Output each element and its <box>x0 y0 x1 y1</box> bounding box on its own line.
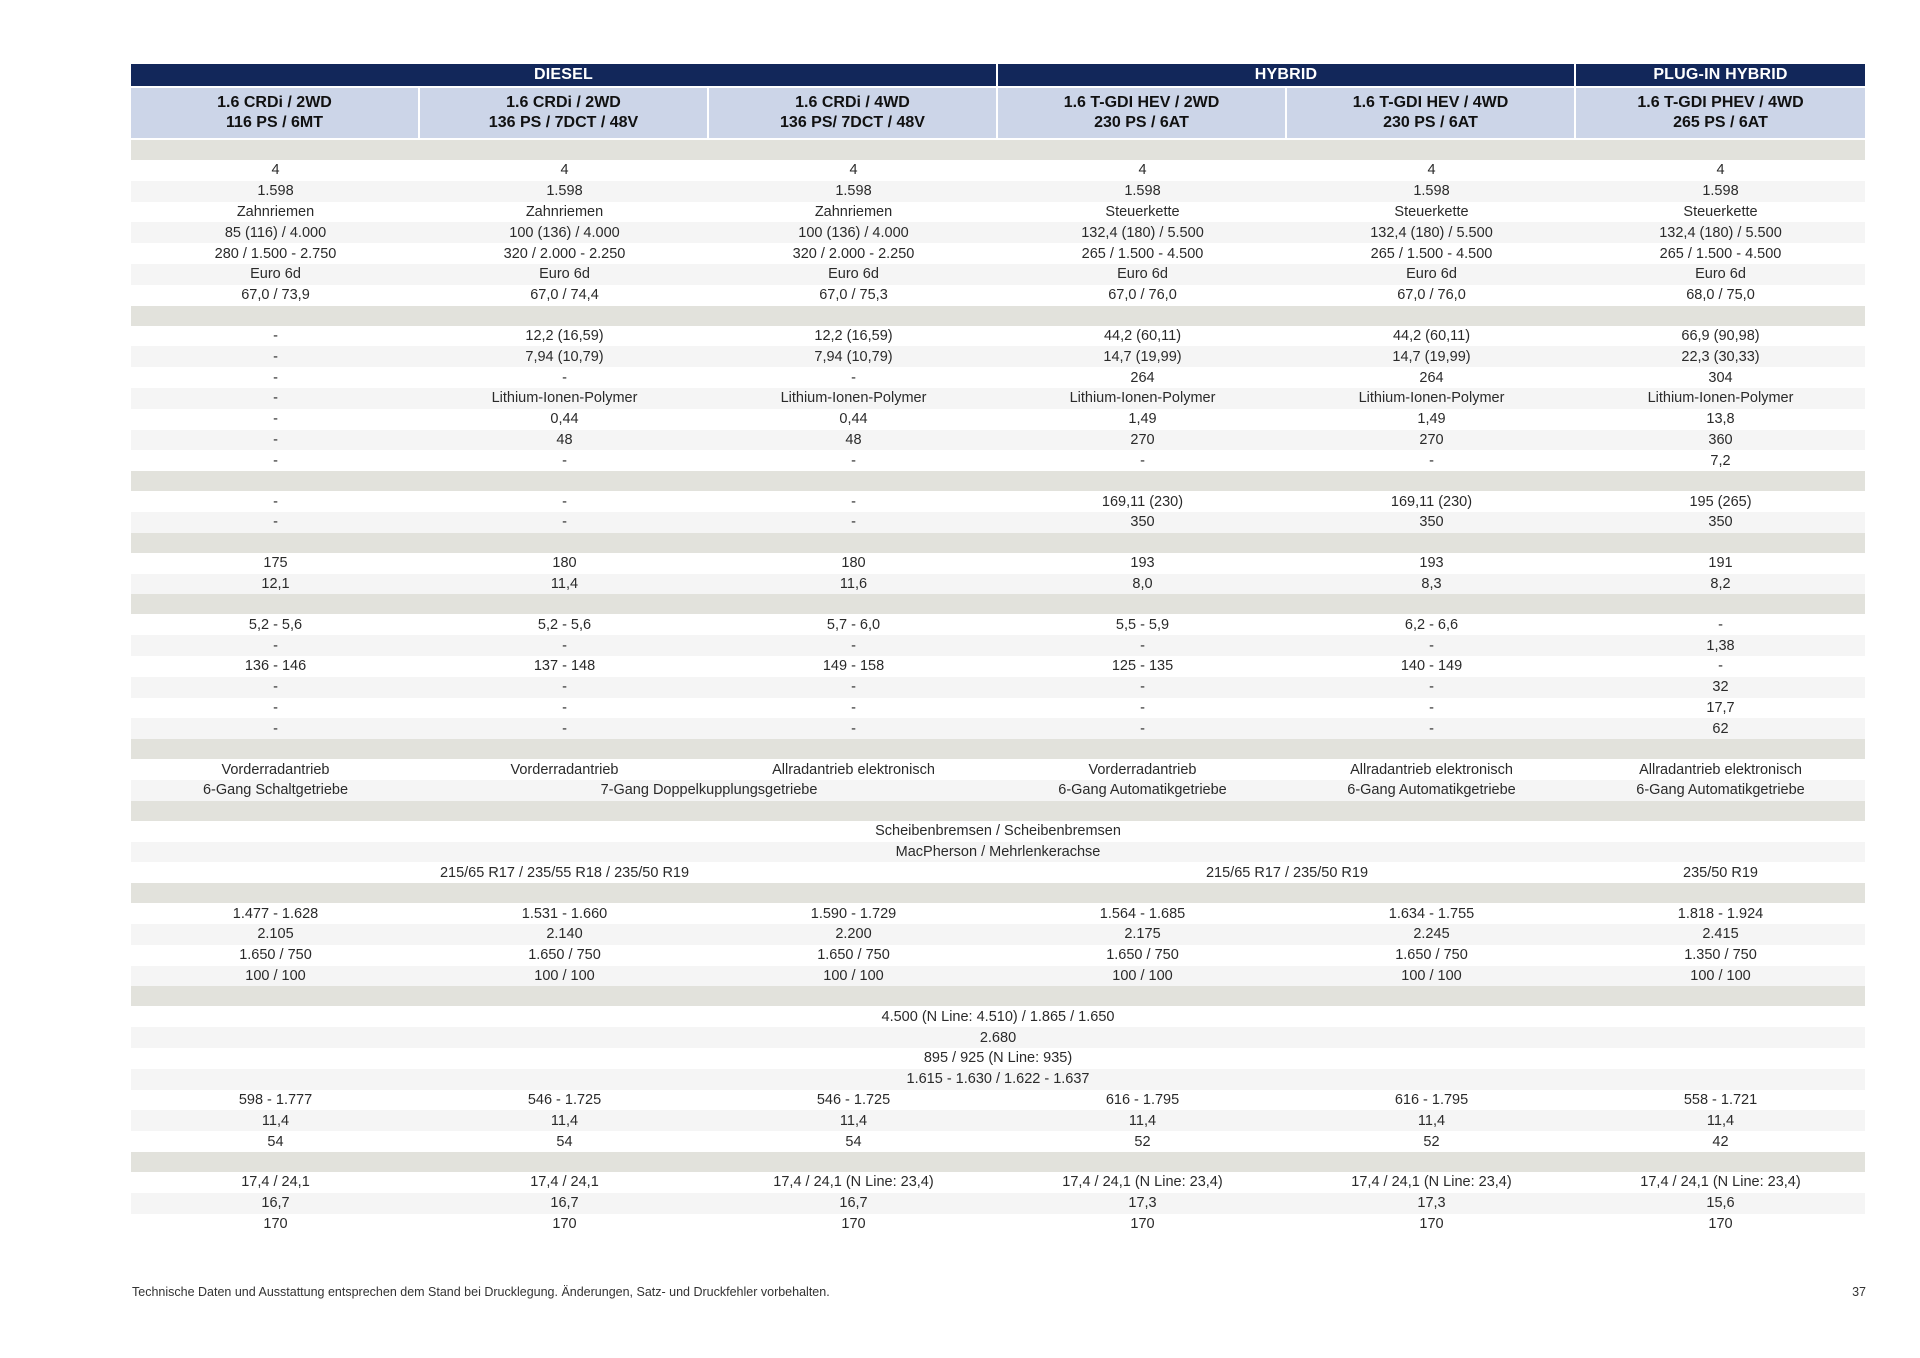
table-cell: Allradantrieb elektronisch <box>1350 761 1513 778</box>
table-cell: 14,7 (19,99) <box>1103 348 1182 365</box>
model-header <box>1576 88 1865 138</box>
category-header: PLUG-IN HYBRID <box>1576 64 1865 86</box>
table-cell: - <box>273 369 278 386</box>
table-cell: 48 <box>845 431 862 448</box>
table-cell: - <box>851 514 856 531</box>
table-cell: 1.598 <box>257 183 294 200</box>
table-cell: 32 <box>1712 679 1729 696</box>
category-header: HYBRID <box>998 64 1574 86</box>
table-cell: 100 / 100 <box>534 967 595 984</box>
table-cell: 6-Gang Automatikgetriebe <box>1058 782 1227 799</box>
model-power: 265 PS / 6AT <box>1673 114 1768 131</box>
table-cell: Euro 6d <box>539 266 590 283</box>
table-cell: 66,9 (90,98) <box>1681 327 1760 344</box>
table-cell: 17,4 / 24,1 (N Line: 23,4) <box>1351 1174 1512 1191</box>
table-cell: 170 <box>1419 1215 1444 1232</box>
table-cell: 132,4 (180) / 5.500 <box>1081 224 1204 241</box>
table-cell: 546 - 1.725 <box>816 1091 891 1108</box>
table-cell: Lithium-Ionen-Polymer <box>780 390 927 407</box>
table-cell: 170 <box>552 1215 577 1232</box>
table-cell: - <box>1140 699 1145 716</box>
table-cell: 180 <box>841 555 866 572</box>
table-cell: 12,2 (16,59) <box>814 327 893 344</box>
table-cell: 13,8 <box>1706 411 1735 428</box>
table-cell: Zahnriemen <box>525 203 604 220</box>
table-cell: - <box>851 493 856 510</box>
table-cell: 265 / 1.500 - 4.500 <box>1370 245 1493 262</box>
table-cell: 11,4 <box>550 1112 579 1129</box>
table-cell: 5,2 - 5,6 <box>248 616 303 633</box>
table-cell: - <box>1140 679 1145 696</box>
table-cell: 100 / 100 <box>1401 967 1462 984</box>
table-cell: 4 <box>1427 162 1436 179</box>
table-cell: - <box>562 637 567 654</box>
table-cell: 132,4 (180) / 5.500 <box>1370 224 1493 241</box>
table-cell: 5,5 - 5,9 <box>1115 616 1170 633</box>
table-cell: 1.350 / 750 <box>1684 947 1757 964</box>
model-power: 116 PS / 6MT <box>226 114 323 131</box>
category-header: DIESEL <box>131 64 996 86</box>
table-cell: 616 - 1.795 <box>1394 1091 1469 1108</box>
table-cell: 11,6 <box>839 575 868 592</box>
table-cell: 100 / 100 <box>1112 967 1173 984</box>
table-cell: 44,2 (60,11) <box>1103 327 1182 344</box>
section-separator <box>131 594 1865 614</box>
table-cell: 270 <box>1130 431 1155 448</box>
table-cell: Zahnriemen <box>236 203 315 220</box>
table-cell: - <box>1718 616 1723 633</box>
table-cell: - <box>1429 699 1434 716</box>
table-cell: - <box>1718 658 1723 675</box>
table-cell: - <box>562 699 567 716</box>
table-cell: 42 <box>1712 1133 1729 1150</box>
table-cell: 16,7 <box>839 1195 868 1212</box>
table-cell: - <box>273 348 278 365</box>
table-cell: - <box>562 493 567 510</box>
table-cell: 1,49 <box>1128 411 1157 428</box>
section-separator <box>131 140 1865 160</box>
table-cell: 6-Gang Schaltgetriebe <box>202 782 349 799</box>
section-separator <box>131 306 1865 326</box>
table-cell: 169,11 (230) <box>1101 493 1184 510</box>
table-cell: 11,4 <box>1706 1112 1735 1129</box>
section-separator <box>131 471 1865 491</box>
section-separator <box>131 883 1865 903</box>
table-cell: Lithium-Ionen-Polymer <box>1358 390 1505 407</box>
table-cell: 1.818 - 1.924 <box>1677 905 1764 922</box>
table-cell: 0,44 <box>839 411 868 428</box>
table-cell: - <box>1140 637 1145 654</box>
table-cell: 4 <box>1716 162 1725 179</box>
table-cell: 100 (136) / 4.000 <box>509 224 620 241</box>
table-cell: 11,4 <box>1417 1112 1446 1129</box>
table-cell: 68,0 / 75,0 <box>1686 287 1755 304</box>
table-cell: 7-Gang Doppelkupplungsgetriebe <box>600 782 818 799</box>
table-cell: 280 / 1.500 - 2.750 <box>214 245 337 262</box>
table-cell: Vorderradantrieb <box>510 761 619 778</box>
table-cell: 191 <box>1708 555 1733 572</box>
table-cell: 52 <box>1134 1133 1151 1150</box>
table-cell: Euro 6d <box>828 266 879 283</box>
table-cell: 4 <box>849 162 858 179</box>
section-separator <box>131 986 1865 1006</box>
table-cell: 215/65 R17 / 235/50 R19 <box>1205 864 1369 881</box>
table-cell: 1.598 <box>1702 183 1739 200</box>
table-cell: 1.531 - 1.660 <box>521 905 608 922</box>
table-cell: Allradantrieb elektronisch <box>1639 761 1802 778</box>
table-cell: 264 <box>1419 369 1444 386</box>
model-engine: 1.6 T-GDI HEV / 4WD <box>1352 94 1509 111</box>
table-cell: 4 <box>271 162 280 179</box>
table-cell: 8,3 <box>1421 575 1442 592</box>
table-cell: 270 <box>1419 431 1444 448</box>
table-cell: 11,4 <box>839 1112 868 1129</box>
table-cell: - <box>562 514 567 531</box>
table-cell: 235/50 R19 <box>1683 864 1758 881</box>
table-cell: 149 - 158 <box>822 658 885 675</box>
table-cell: 1,49 <box>1417 411 1446 428</box>
section-separator <box>131 801 1865 821</box>
table-cell: 598 - 1.777 <box>238 1091 313 1108</box>
table-cell: - <box>562 452 567 469</box>
table-cell: 48 <box>556 431 573 448</box>
table-cell: - <box>1429 720 1434 737</box>
table-cell: - <box>273 431 278 448</box>
table-cell: 67,0 / 76,0 <box>1397 287 1466 304</box>
table-cell: 1.598 <box>1413 183 1450 200</box>
table-cell: 6,2 - 6,6 <box>1404 616 1459 633</box>
table-cell: 320 / 2.000 - 2.250 <box>792 245 915 262</box>
table-cell: - <box>273 390 278 407</box>
table-cell: 6-Gang Automatikgetriebe <box>1636 782 1805 799</box>
table-cell: 8,2 <box>1710 575 1731 592</box>
table-cell: 2.200 <box>835 926 872 943</box>
table-cell: 193 <box>1419 555 1444 572</box>
table-cell: 1.598 <box>1124 183 1161 200</box>
table-cell: 67,0 / 74,4 <box>530 287 599 304</box>
table-cell: Vorderradantrieb <box>221 761 330 778</box>
table-cell: 100 / 100 <box>823 967 884 984</box>
table-cell: 17,4 / 24,1 (N Line: 23,4) <box>1062 1174 1223 1191</box>
table-cell: 17,7 <box>1706 699 1735 716</box>
table-cell: - <box>273 679 278 696</box>
table-cell: - <box>1429 637 1434 654</box>
table-cell: 54 <box>845 1133 862 1150</box>
table-cell: 1.477 - 1.628 <box>232 905 319 922</box>
table-cell: Lithium-Ionen-Polymer <box>491 390 638 407</box>
table-cell: 2.175 <box>1124 926 1161 943</box>
table-cell: Steuerkette <box>1105 203 1180 220</box>
table-cell: 195 (265) <box>1689 493 1752 510</box>
table-cell: MacPherson / Mehrlenkerachse <box>895 843 1101 860</box>
table-cell: - <box>273 411 278 428</box>
table-cell: 62 <box>1712 720 1729 737</box>
table-cell: 1.650 / 750 <box>239 947 312 964</box>
table-cell: 67,0 / 75,3 <box>819 287 888 304</box>
table-cell: 1.650 / 750 <box>528 947 601 964</box>
table-cell: 169,11 (230) <box>1390 493 1473 510</box>
model-header <box>998 88 1285 138</box>
table-cell: 132,4 (180) / 5.500 <box>1659 224 1782 241</box>
model-power: 136 PS/ 7DCT / 48V <box>780 114 925 131</box>
table-cell: 54 <box>556 1133 573 1150</box>
table-cell: 2.245 <box>1413 926 1450 943</box>
table-cell: - <box>562 369 567 386</box>
table-cell: Lithium-Ionen-Polymer <box>1647 390 1794 407</box>
table-cell: 7,2 <box>1710 452 1731 469</box>
table-cell: 1.650 / 750 <box>1106 947 1179 964</box>
table-cell: 67,0 / 73,9 <box>241 287 310 304</box>
table-cell: 17,4 / 24,1 (N Line: 23,4) <box>1640 1174 1801 1191</box>
table-cell: 2.415 <box>1702 926 1739 943</box>
table-cell: - <box>562 720 567 737</box>
table-cell: Scheibenbremsen / Scheibenbremsen <box>875 823 1121 840</box>
table-cell: Euro 6d <box>250 266 301 283</box>
table-cell: 17,4 / 24,1 <box>241 1174 310 1191</box>
table-cell: 558 - 1.721 <box>1683 1091 1758 1108</box>
table-cell: - <box>273 327 278 344</box>
table-cell: 1.590 - 1.729 <box>810 905 897 922</box>
table-cell: - <box>273 493 278 510</box>
table-cell: 8,0 <box>1132 575 1153 592</box>
table-cell: - <box>1140 720 1145 737</box>
table-cell: 175 <box>263 555 288 572</box>
footer-disclaimer: Technische Daten und Ausstattung entsprechen dem Stand bei Drucklegung. Änderungen, Satz- und Druckfehler vorbehalten. <box>132 1285 830 1299</box>
table-cell: 1,38 <box>1706 637 1735 654</box>
table-cell: Euro 6d <box>1406 266 1457 283</box>
table-cell: 85 (116) / 4.000 <box>224 224 327 241</box>
table-cell: Steuerkette <box>1394 203 1469 220</box>
table-cell: 16,7 <box>550 1195 579 1212</box>
section-separator <box>131 1152 1865 1172</box>
table-cell: Vorderradantrieb <box>1088 761 1197 778</box>
table-cell: - <box>273 699 278 716</box>
table-cell: - <box>851 452 856 469</box>
table-cell: 6-Gang Automatikgetriebe <box>1347 782 1516 799</box>
table-cell: 180 <box>552 555 577 572</box>
section-separator <box>131 739 1865 759</box>
table-cell: 0,44 <box>550 411 579 428</box>
table-cell: 1.615 - 1.630 / 1.622 - 1.637 <box>906 1071 1090 1088</box>
model-header <box>709 88 996 138</box>
table-cell: 2.105 <box>257 926 294 943</box>
table-cell: 1.634 - 1.755 <box>1388 905 1475 922</box>
table-cell: - <box>851 369 856 386</box>
table-cell: - <box>273 637 278 654</box>
table-cell: 215/65 R17 / 235/55 R18 / 235/50 R19 <box>439 864 690 881</box>
table-cell: 170 <box>841 1215 866 1232</box>
table-cell: - <box>273 452 278 469</box>
table-cell: 1.598 <box>546 183 583 200</box>
table-cell: 193 <box>1130 555 1155 572</box>
model-engine: 1.6 CRDi / 2WD <box>217 94 332 111</box>
table-cell: 11,4 <box>1128 1112 1157 1129</box>
table-cell: - <box>851 637 856 654</box>
table-cell: Euro 6d <box>1117 266 1168 283</box>
model-engine: 1.6 CRDi / 2WD <box>506 94 621 111</box>
table-cell: 12,2 (16,59) <box>525 327 604 344</box>
model-power: 136 PS / 7DCT / 48V <box>488 114 639 131</box>
table-cell: Allradantrieb elektronisch <box>772 761 935 778</box>
table-cell: 15,6 <box>1706 1195 1735 1212</box>
table-cell: - <box>851 699 856 716</box>
table-cell: 546 - 1.725 <box>527 1091 602 1108</box>
table-cell: 67,0 / 76,0 <box>1108 287 1177 304</box>
table-cell: - <box>851 720 856 737</box>
model-engine: 1.6 T-GDI PHEV / 4WD <box>1637 94 1804 111</box>
table-cell: 7,94 (10,79) <box>525 348 604 365</box>
table-cell: 7,94 (10,79) <box>814 348 893 365</box>
table-cell: Lithium-Ionen-Polymer <box>1069 390 1216 407</box>
table-cell: 264 <box>1130 369 1155 386</box>
model-power: 230 PS / 6AT <box>1383 114 1478 131</box>
table-cell: 2.140 <box>546 926 583 943</box>
table-cell: 265 / 1.500 - 4.500 <box>1659 245 1782 262</box>
model-header <box>131 88 418 138</box>
table-cell: 125 - 135 <box>1111 658 1174 675</box>
table-cell: 52 <box>1423 1133 1440 1150</box>
table-cell: 350 <box>1130 514 1155 531</box>
section-separator <box>131 533 1865 553</box>
table-cell: 1.598 <box>835 183 872 200</box>
table-cell: 136 - 146 <box>244 658 307 675</box>
table-cell: 304 <box>1708 369 1733 386</box>
table-cell: 14,7 (19,99) <box>1392 348 1471 365</box>
table-cell: 2.680 <box>979 1029 1017 1046</box>
table-cell: - <box>1429 452 1434 469</box>
table-cell: 350 <box>1708 514 1733 531</box>
table-cell: 1.650 / 750 <box>817 947 890 964</box>
table-cell: 100 / 100 <box>1690 967 1751 984</box>
table-cell: 5,2 - 5,6 <box>537 616 592 633</box>
table-cell: Zahnriemen <box>814 203 893 220</box>
table-cell: - <box>1429 679 1434 696</box>
model-header <box>420 88 707 138</box>
table-cell: 17,4 / 24,1 (N Line: 23,4) <box>773 1174 934 1191</box>
table-cell: Euro 6d <box>1695 266 1746 283</box>
table-cell: 265 / 1.500 - 4.500 <box>1081 245 1204 262</box>
table-cell: 5,7 - 6,0 <box>826 616 881 633</box>
table-cell: Steuerkette <box>1683 203 1758 220</box>
table-cell: 22,3 (30,33) <box>1681 348 1760 365</box>
table-cell: 616 - 1.795 <box>1105 1091 1180 1108</box>
table-cell: - <box>273 514 278 531</box>
table-cell: 4 <box>1138 162 1147 179</box>
page-number: 37 <box>1852 1285 1866 1299</box>
table-cell: 11,4 <box>261 1112 290 1129</box>
table-cell: 17,3 <box>1128 1195 1157 1212</box>
table-cell: 100 (136) / 4.000 <box>798 224 909 241</box>
table-cell: 16,7 <box>261 1195 290 1212</box>
table-cell: 320 / 2.000 - 2.250 <box>503 245 626 262</box>
table-cell: 44,2 (60,11) <box>1392 327 1471 344</box>
model-engine: 1.6 CRDi / 4WD <box>795 94 910 111</box>
table-cell: 54 <box>267 1133 284 1150</box>
table-cell: 1.650 / 750 <box>1395 947 1468 964</box>
table-cell: 137 - 148 <box>533 658 596 675</box>
table-cell: 100 / 100 <box>245 967 306 984</box>
table-cell: - <box>273 720 278 737</box>
table-cell: 170 <box>263 1215 288 1232</box>
table-cell: 4 <box>560 162 569 179</box>
table-cell: 4.500 (N Line: 4.510) / 1.865 / 1.650 <box>881 1008 1115 1025</box>
model-power: 230 PS / 6AT <box>1094 114 1189 131</box>
table-cell: - <box>1140 452 1145 469</box>
table-cell: 140 - 149 <box>1400 658 1463 675</box>
table-cell: 360 <box>1708 431 1733 448</box>
table-cell: 895 / 925 (N Line: 935) <box>923 1050 1073 1067</box>
model-header <box>1287 88 1574 138</box>
table-cell: 11,4 <box>550 575 579 592</box>
table-cell: 12,1 <box>261 575 290 592</box>
table-cell: 170 <box>1708 1215 1733 1232</box>
table-cell: - <box>562 679 567 696</box>
table-cell: - <box>851 679 856 696</box>
table-cell: 17,4 / 24,1 <box>530 1174 599 1191</box>
table-cell: 1.564 - 1.685 <box>1099 905 1186 922</box>
table-cell: 170 <box>1130 1215 1155 1232</box>
model-engine: 1.6 T-GDI HEV / 2WD <box>1063 94 1220 111</box>
table-cell: 350 <box>1419 514 1444 531</box>
table-cell: 17,3 <box>1417 1195 1446 1212</box>
